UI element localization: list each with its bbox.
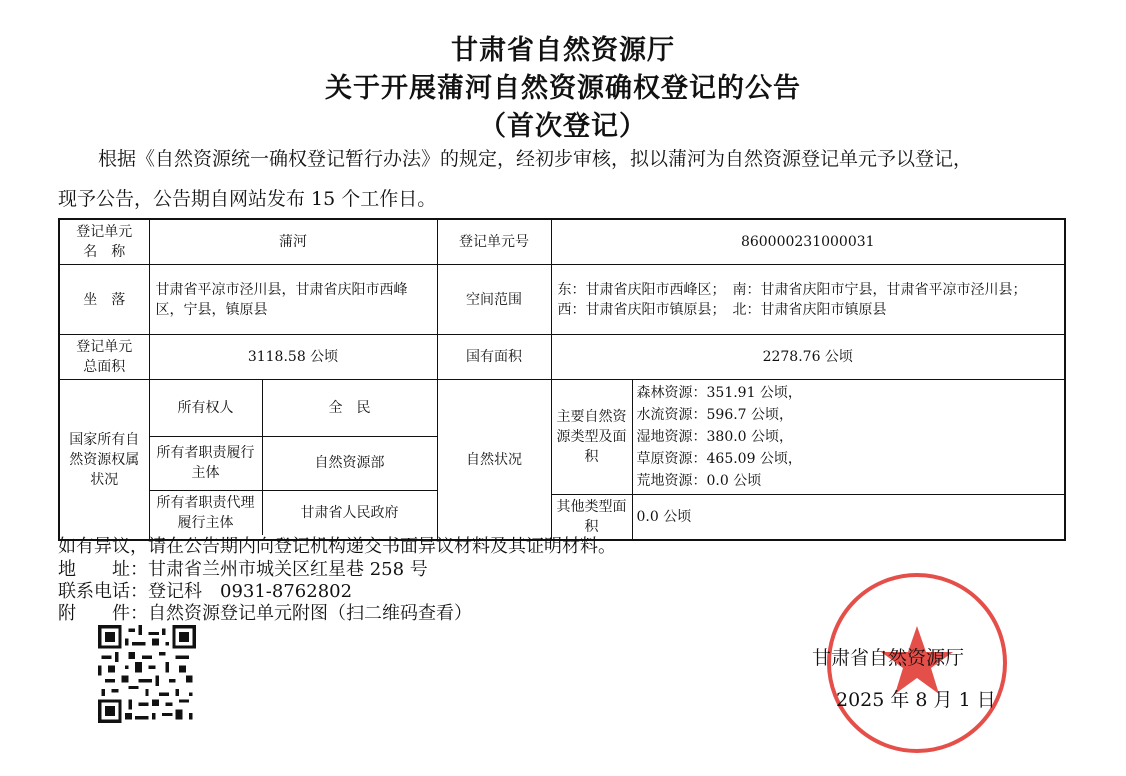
title-line-2: 关于开展蒲河自然资源确权登记的公告 [325,73,801,104]
location-value: 甘肃省平凉市泾川县，甘肃省庆阳市西峰区，宁县，镇原县 [149,265,437,335]
space-label: 空间范围 [437,265,551,335]
location-label: 坐 落 [59,265,149,335]
state-area-value: 2278.76 公顷 [551,335,1065,380]
agent-label: 所有者职责代理履行主体 [150,490,263,535]
qr-code-icon[interactable] [98,625,196,723]
registration-table [58,218,1066,541]
resource-item: 草原资源：465.09 公顷， [636,451,802,467]
intro-line-2: 现予公告，公告期自网站发布 15 个工作日。 [58,188,437,210]
resource-item: 水流资源：596.7 公顷， [636,407,794,423]
unit-name-value: 蒲河 [149,219,437,265]
owner-label: 所有权人 [150,380,263,436]
resource-item: 湿地资源：380.0 公顷， [636,429,794,445]
title-line-3: （首次登记） [479,111,647,142]
duty-value: 自然资源部 [262,436,437,490]
total-area-value: 3118.58 公顷 [149,335,437,380]
resource-item: 森林资源：351.91 公顷， [636,385,802,401]
unit-name-label: 登记单元 名 称 [59,219,149,265]
ownership-label: 国家所有自然资源权属状况 [59,380,149,541]
resource-item: 荒地资源：0.0 公顷 [636,473,762,489]
other-value: 0.0 公顷 [636,509,692,525]
issuing-organization: 甘肃省自然资源厅 [812,647,965,669]
main-types-label: 主要自然资源类型及面积 [552,380,633,495]
objection-note: 如有异议，请在公告期内向登记机构递交书面异议材料及其证明材料。 [58,536,616,557]
unit-no-value: 860000231000031 [551,219,1065,265]
intro-line-1: 根据《自然资源统一确权登记暂行办法》的规定，经初步审核，拟以蒲河为自然资源登记单元予以登记， [98,148,973,170]
duty-label: 所有者职责履行主体 [150,436,263,490]
agent-value: 甘肃省人民政府 [300,504,399,521]
address-line: 地 址：甘肃省兰州市城关区红星巷 258 号 [58,559,428,580]
resources-list [632,380,1064,495]
title-line-1: 甘肃省自然资源厅 [451,35,675,66]
other-label: 其他类型面 积 [552,495,633,540]
ownership-subtable [149,380,437,541]
issue-date: 2025 年 8 月 1 日 [836,689,996,711]
phone-line: 联系电话：登记科 0931-8762802 [58,581,353,602]
space-value: 东：甘肃省庆阳市西峰区； 南：甘肃省庆阳市宁县，甘肃省平凉市泾川县； 西：甘肃省庆阳市镇原县； 北：甘肃省庆阳市镇原县 [551,265,1065,335]
attachment-line: 附 件：自然资源登记单元附图（扫二维码查看） [58,603,472,624]
state-area-label: 国有面积 [437,335,551,380]
total-area-label: 登记单元 总面积 [59,335,149,380]
nature-label: 自然状况 [437,380,551,541]
nature-subtable [551,380,1065,541]
unit-no-label: 登记单元号 [437,219,551,265]
owner-value: 全 民 [262,380,437,436]
